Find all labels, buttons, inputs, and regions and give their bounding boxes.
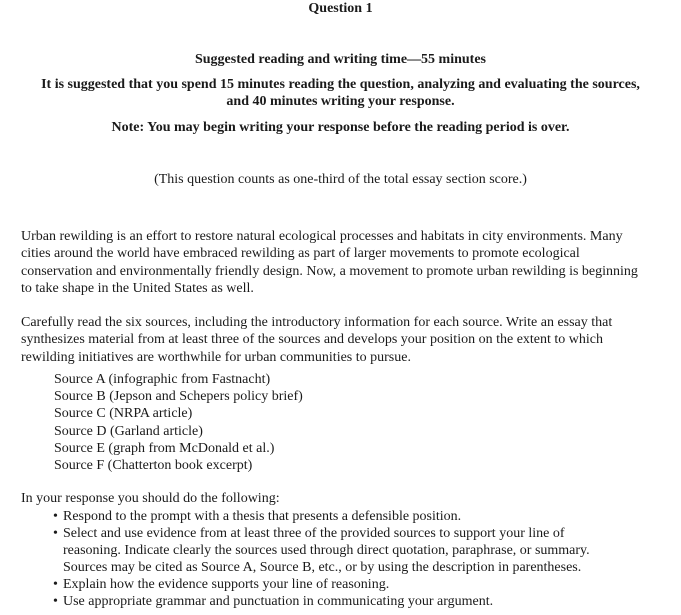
time-instructions-line: It is suggested that you spend 15 minutes reading the question, analyzing and evaluating the sources, — [41, 77, 640, 92]
intro-line: to take shape in the United States as well. — [21, 280, 254, 296]
time-instructions-line: and 40 minutes writing your response. — [226, 94, 455, 109]
requirement-line: Sources may be cited as Source A, Source B, etc., or by using the description in parentheses. — [63, 560, 582, 576]
bullet-icon: • — [53, 509, 58, 524]
source-item: Source A (infographic from Fastnacht) — [54, 372, 271, 387]
response-heading: In your response you should do the following: — [21, 491, 280, 506]
suggested-time: Suggested reading and writing time—55 minutes — [194, 52, 487, 67]
intro-line: conservation and environmentally friendly design. Now, a movement to promote urban rewilding is beginning — [21, 263, 638, 279]
task-line: rewilding initiatives are worthwhile for urban communities to pursue. — [21, 349, 411, 365]
requirement-item — [53, 508, 653, 525]
question-title: Question 1 — [308, 1, 373, 16]
score-weight-note: (This question counts as one-third of the total essay section score.) — [154, 172, 527, 187]
requirement-line: Respond to the prompt with a thesis that presents a defensible position. — [63, 509, 462, 524]
requirement-line: Use appropriate grammar and punctuation in communicating your argument. — [63, 594, 494, 610]
time-instructions — [0, 76, 681, 110]
task-line: synthesizes material from at least three of the sources and develops your position on the extent to which — [21, 332, 604, 348]
task-line: Carefully read the six sources, including the introductory information for each source. Write an essay that — [21, 315, 613, 330]
intro-line: Urban rewilding is an effort to restore natural ecological processes and habitats in city environments. Many — [21, 229, 623, 244]
bullet-icon: • — [53, 594, 58, 610]
response-requirements — [53, 508, 653, 611]
intro-paragraph — [21, 228, 671, 297]
bullet-icon: • — [53, 526, 58, 542]
requirement-item — [53, 576, 653, 593]
source-item: Source B (Jepson and Schepers policy brief) — [54, 389, 303, 405]
source-list — [54, 371, 303, 474]
requirement-line: Explain how the evidence supports your line of reasoning. — [63, 577, 390, 593]
task-paragraph — [21, 314, 671, 366]
reading-note: Note: You may begin writing your response before the reading period is over. — [111, 120, 570, 135]
requirement-line: reasoning. Indicate clearly the sources used through direct quotation, paraphrase, or summary. — [63, 543, 590, 559]
requirement-line: Select and use evidence from at least three of the provided sources to support your line of — [63, 526, 565, 542]
source-item: Source E (graph from McDonald et al.) — [54, 440, 275, 456]
intro-line: cities around the world have embraced rewilding as part of larger movements to promote ecological — [21, 246, 580, 262]
requirement-item — [53, 593, 653, 610]
requirement-item — [53, 525, 653, 576]
source-item: Source D (Garland article) — [54, 423, 203, 439]
source-item: Source C (NRPA article) — [54, 406, 193, 422]
source-item: Source F (Chatterton book excerpt) — [54, 458, 253, 474]
bullet-icon: • — [53, 577, 58, 593]
